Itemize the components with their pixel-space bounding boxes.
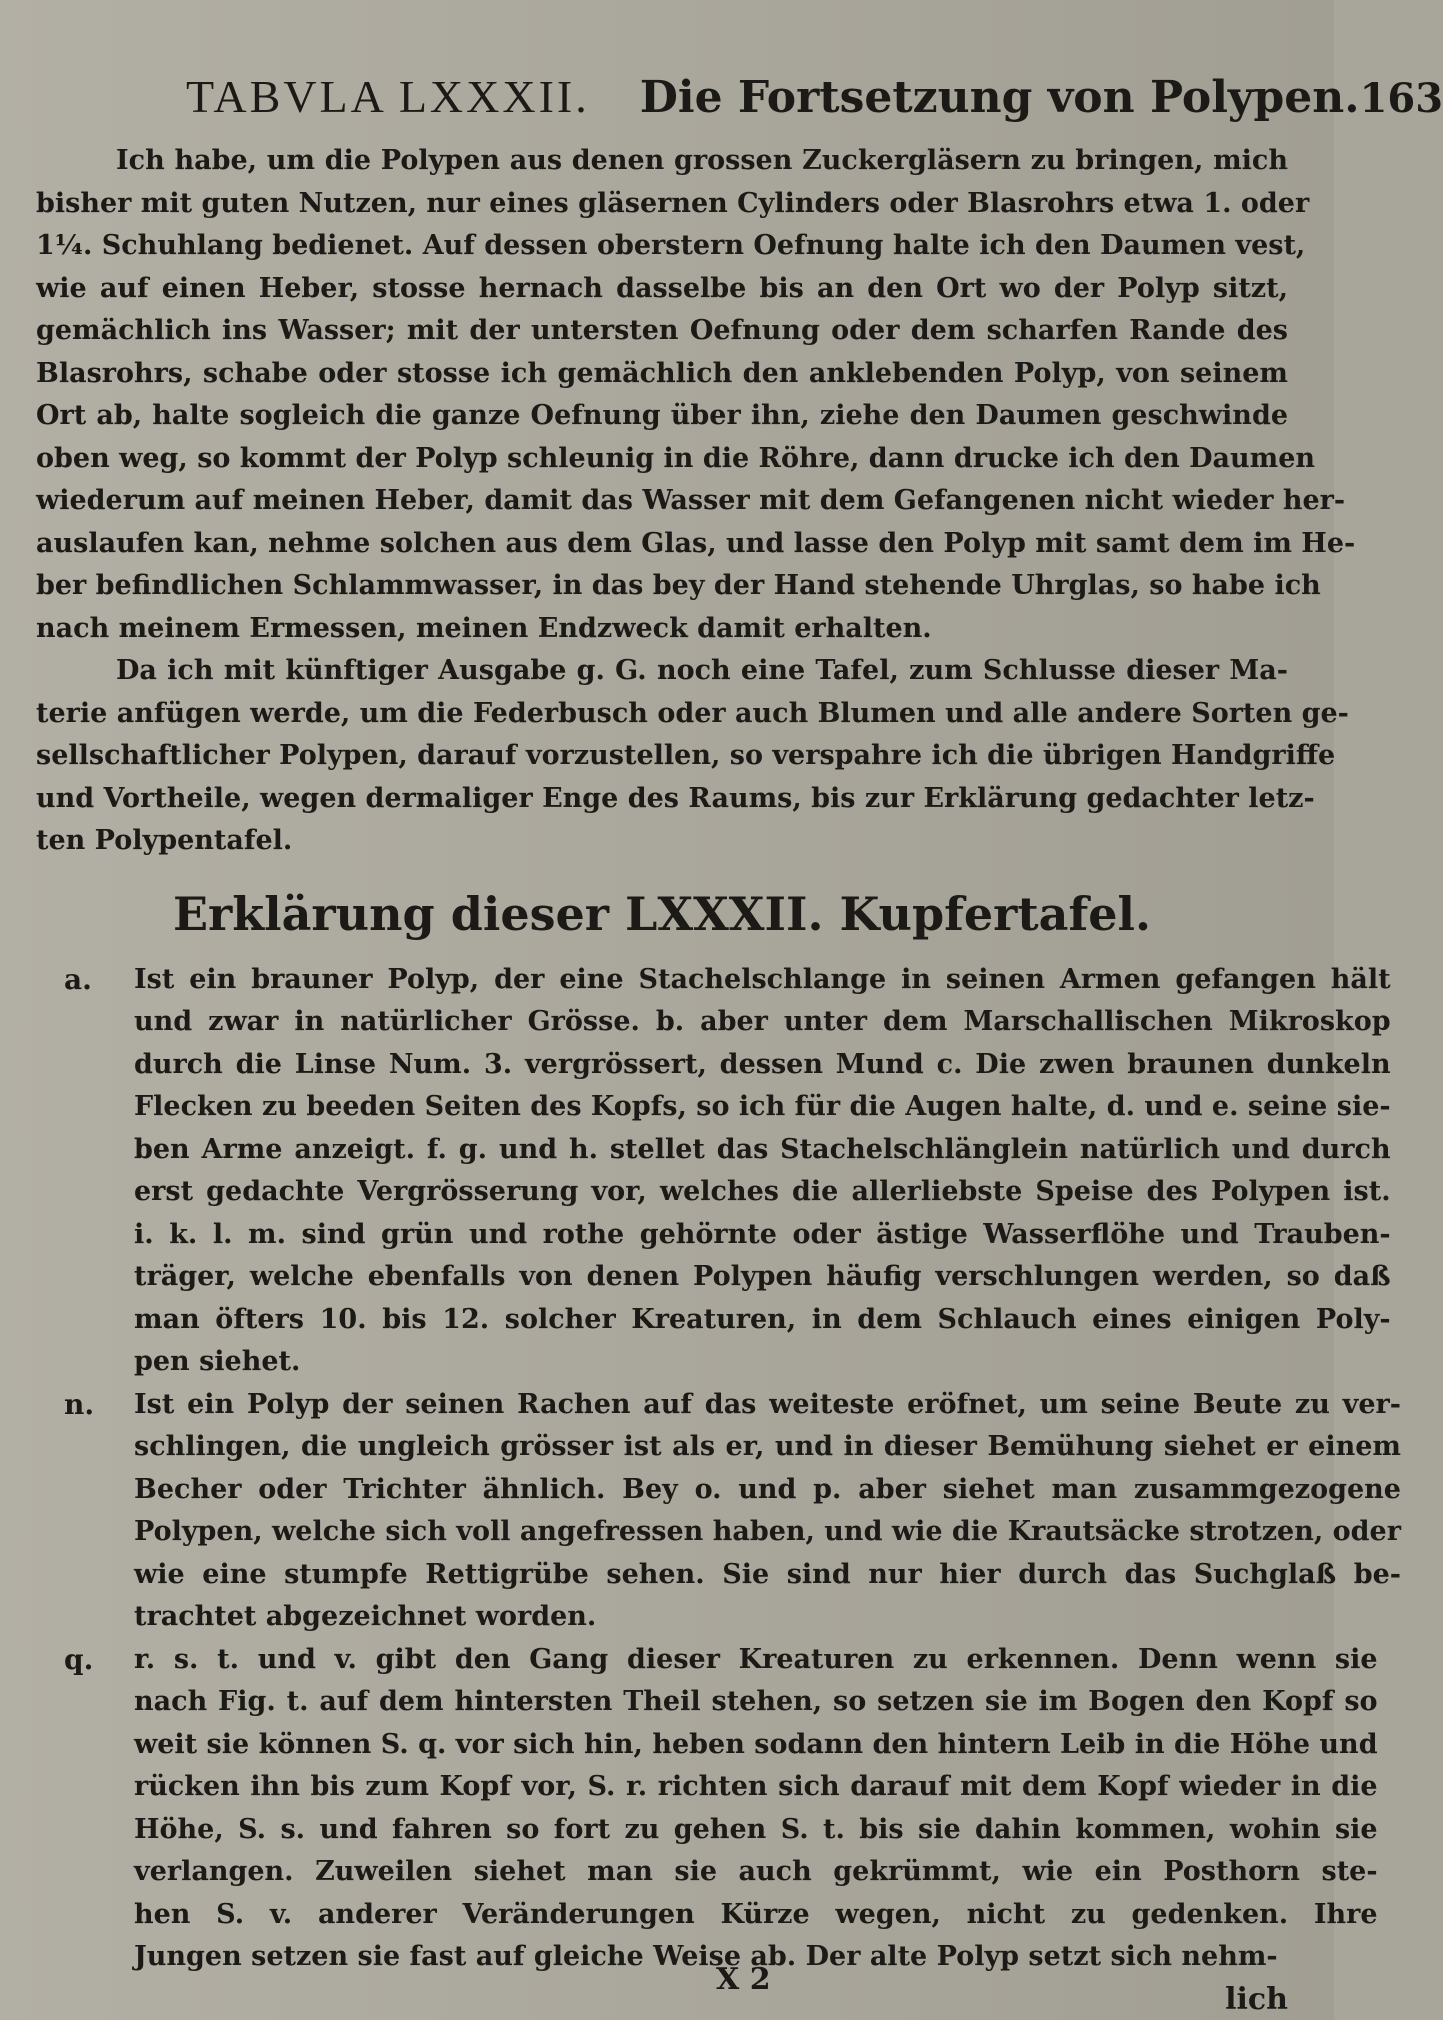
text-line: r. s. t. und v. gibt den Gang dieser Kreaturen zu erkennen. Denn wenn sie [134,1643,1378,1675]
text-line: Ist ein brauner Polyp, der eine Stachelschlange in seinen Armen gefangen hält [134,963,1391,995]
text-line: Flecken zu beeden Seiten des Kopfs, so ich für die Augen halte, d. und e. seine sie- [134,1091,1391,1122]
text-line: Ist ein Polyp der seinen Rachen auf das weiteste eröfnet, um seine Beute zu ver- [134,1388,1401,1420]
running-title: Die Fortsetzung von Polypen. [639,72,1360,123]
body-text [36,140,1356,863]
page-footer [36,1962,1288,2017]
list-item [36,959,1391,1384]
paragraph [36,140,1356,650]
text-line: und zwar in natürlicher Grösse. b. aber unter dem Marschallischen Mikroskop [134,1006,1391,1037]
text-line: nach Fig. t. auf dem hintersten Theil stehen, so setzen sie im Bogen den Kopf so [134,1686,1378,1717]
text-line: sellschaftlicher Polypen, darauf vorzustellen, so verspahre ich die übrigen Handgriffe [36,740,1336,771]
text-line: ten Polypentafel. [36,825,293,856]
text-line: erst gedachte Vergrösserung vor, welches die allerliebste Speise des Polypen ist. [134,1176,1391,1207]
text-line: Becher oder Trichter ähnlich. Bey o. und p. aber siehet man zusammgezogene [134,1473,1401,1505]
text-line: gemächlich ins Wasser; mit der untersten Oefnung oder dem scharfen Rande des [36,315,1288,346]
item-text [134,1639,1378,1979]
text-line: weit sie können S. q. vor sich hin, heben sodann den hintern Leib in die Höhe und [134,1728,1378,1760]
page-number: 163 [1359,75,1443,122]
text-line: ber befindlichen Schlammwasser, in das bey der Hand stehende Uhrglas, so habe ich [36,570,1321,601]
text-line: nach meinem Ermessen, meinen Endzweck damit erhalten. [36,612,932,644]
signature-mark: X 2 [716,1962,771,1997]
text-line: Ort ab, halte sogleich die ganze Oefnung über ihn, ziehe den Daumen geschwinde [36,400,1288,431]
item-text [134,959,1391,1384]
text-line: schlingen, die ungleich grösser ist als er, und in dieser Bemühung siehet er einem [134,1431,1401,1462]
catchword: lich [1225,1982,1288,2017]
text-line: bisher mit guten Nutzen, nur eines gläsernen Cylinders oder Blasrohrs etwa 1. oder [36,187,1310,219]
text-line: verlangen. Zuweilen siehet man sie auch gekrümmt, wie ein Posthorn ste- [134,1856,1378,1887]
page-header [36,70,1443,140]
item-label: q. [64,1642,94,1676]
text-line: Höhe, S. s. und fahren so fort zu gehen S. t. bis sie dahin kommen, wohin sie [134,1813,1378,1845]
item-label: n. [64,1387,95,1421]
text-line: wie auf einen Heber, stosse hernach dasselbe bis an den Ort wo der Polyp sitzt, [36,272,1288,304]
list-item [36,1639,1378,1979]
explanation-list [36,959,1401,1979]
text-line: oben weg, so kommt der Polyp schleunig in die Röhre, dann drucke ich den Daumen [36,442,1316,474]
text-line: durch die Linse Num. 3. vergrössert, dessen Mund c. Die zwen braunen dunkeln [134,1048,1391,1080]
text-line: wiederum auf meinen Heber, damit das Wasser mit dem Gefangenen nicht wieder her- [36,485,1346,516]
text-line: Blasrohrs, schabe oder stosse ich gemächlich den anklebenden Polyp, von seinem [36,357,1288,389]
text-line: wie eine stumpfe Rettigrübe sehen. Sie sind nur hier durch das Suchglaß be- [134,1558,1401,1590]
list-item [36,1384,1401,1639]
text-line: terie anfügen werde, um die Federbusch oder auch Blumen und alle andere Sorten ge- [36,697,1349,729]
text-line: i. k. l. m. sind grün und rothe gehörnte oder ästige Wasserflöhe und Trauben- [134,1218,1391,1250]
text-line: träger, welche ebenfalls von denen Polypen häufig verschlungen werden, so daß [134,1261,1391,1292]
text-line: auslaufen kan, nehme solchen aus dem Glas, und lasse den Polyp mit samt dem im He- [36,527,1356,559]
item-label: a. [64,962,92,996]
text-line: ben Arme anzeigt. f. g. und h. stellet das Stachelschlänglein natürlich und durch [134,1133,1391,1165]
text-line: hen S. v. anderer Veränderungen Kürze wegen, nicht zu gedenken. Ihre [134,1898,1378,1930]
section-heading: Erklärung dieser LXXXII. Kupfertafel. [172,886,1152,941]
item-text [134,1384,1401,1639]
text-line: rücken ihn bis zum Kopf vor, S. r. richten sich darauf mit dem Kopf wieder in die [134,1771,1378,1802]
text-line: man öfters 10. bis 12. solcher Kreaturen, in dem Schlauch eines einigen Poly- [134,1303,1391,1335]
text-line: trachtet abgezeichnet worden. [134,1601,597,1632]
text-line: Polypen, welche sich voll angefressen haben, und wie die Krautsäcke strotzen, oder [134,1516,1401,1547]
text-line: und Vortheile, wegen dermaliger Enge des Raums, bis zur Erklärung gedachter letz- [36,782,1315,814]
text-line: Da ich mit künftiger Ausgabe g. G. noch eine Tafel, zum Schlusse dieser Ma- [116,655,1288,686]
text-line: Ich habe, um die Polypen aus denen grossen Zuckergläsern zu bringen, mich [116,145,1288,176]
text-line: Jungen setzen sie fast auf gleiche Weise ab. Der alte Polyp setzt sich nehm- [134,1941,1278,1972]
paragraph [36,650,1349,863]
text-line: 1¼. Schuhlang bedienet. Auf dessen oberstern Oefnung halte ich den Daumen vest, [36,230,1306,261]
text-line: pen siehet. [134,1346,301,1377]
plate-label: TABVLA LXXXII. [186,71,590,122]
